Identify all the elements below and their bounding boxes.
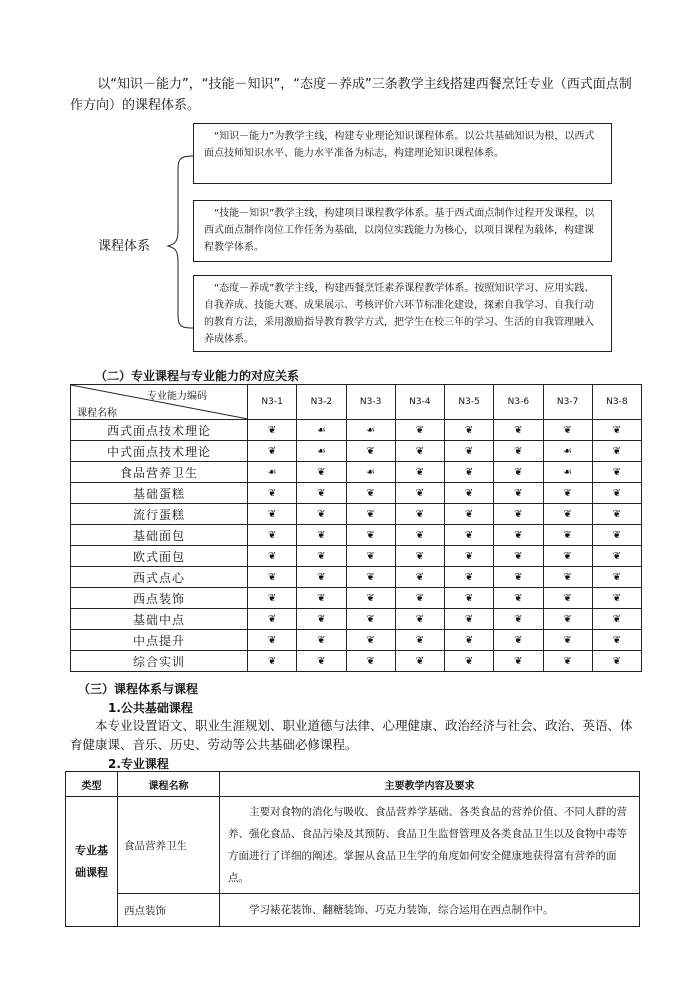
table-row [71, 567, 642, 588]
relation-mark-cell: ❦ [248, 567, 297, 588]
relation-mark-cell: ❦ [248, 546, 297, 567]
relation-mark-cell: ❦ [395, 630, 444, 651]
relation-mark-cell: ❦ [297, 630, 346, 651]
relation-mark-cell: ❦ [445, 546, 494, 567]
table-row [66, 894, 640, 927]
professional-course-table [65, 771, 640, 927]
course-name-cell: 流行蛋糕 [71, 504, 248, 525]
section2-heading: （二）专业课程与专业能力的对应关系 [95, 369, 300, 383]
relation-mark-cell: ☙ [543, 462, 592, 483]
table-row [71, 630, 642, 651]
ability-code-header: N3-2 [297, 385, 346, 420]
relation-mark-cell: ❦ [592, 630, 641, 651]
relation-mark-cell: ☙ [346, 462, 395, 483]
relation-mark-cell: ❦ [543, 546, 592, 567]
relation-mark-cell: ❦ [297, 567, 346, 588]
relation-mark-cell: ☙ [543, 441, 592, 462]
course-content-cell: 学习裱花装饰、翻糖装饰、巧克力装饰，综合运用在西点制作中。 [220, 894, 640, 927]
course-content-cell: 主要对食物的消化与吸收、食品营养学基础、各类食品的营养价值、不同人群的营养、强化食品、食品污染及其预防、食品卫生监督管理及各类食品卫生以及食物中毒等方面进行了详细的阐述。掌握从食品卫生学的角度如何安全健康地获得富有营养的面点。 [220, 797, 640, 894]
relation-mark-cell: ❦ [592, 609, 641, 630]
relation-mark-cell: ❦ [297, 483, 346, 504]
public-courses-subheading: 1.公共基础课程 [108, 701, 193, 715]
relation-mark-cell: ❦ [543, 567, 592, 588]
relation-mark-cell: ❦ [346, 630, 395, 651]
relation-mark-cell: ❦ [346, 483, 395, 504]
relation-mark-cell: ❦ [395, 441, 444, 462]
ability-code-header: N3-8 [592, 385, 641, 420]
relation-mark-cell: ❦ [297, 525, 346, 546]
course-name-cell: 基础中点 [71, 609, 248, 630]
relation-mark-cell: ❦ [346, 567, 395, 588]
relation-mark-cell: ❦ [494, 546, 543, 567]
relation-mark-cell: ❦ [445, 441, 494, 462]
relation-mark-cell: ❦ [395, 651, 444, 672]
relation-mark-cell: ❦ [543, 483, 592, 504]
relation-mark-cell: ☙ [346, 420, 395, 441]
course-name-cell: 西式面点技术理论 [71, 420, 248, 441]
course-name-cell: 西点装饰 [118, 894, 220, 927]
relation-mark-cell: ❦ [297, 609, 346, 630]
relation-mark-cell: ❦ [248, 651, 297, 672]
attitude-cultivation-text: “态度－养成”教学主线，构建西餐烹饪素养课程教学体系。按照知识学习、应用实践、自我养成、技能大赛、成果展示、考核评价六环节标准化建设，探索自我学习、自我行动的教育方法，采用激励指导教育教学方式，把学生在校三年的学习、生活的自我管理融入养成体系。 [204, 283, 595, 345]
table-row [71, 609, 642, 630]
knowledge-ability-box [193, 123, 612, 184]
relation-mark-cell: ❦ [297, 462, 346, 483]
relation-mark-cell: ❦ [543, 420, 592, 441]
relation-mark-cell: ❦ [494, 588, 543, 609]
diagonal-header-cell [71, 385, 248, 420]
relation-mark-cell: ❦ [445, 588, 494, 609]
table-row [71, 483, 642, 504]
professional-courses-subheading: 2.专业课程 [108, 757, 169, 771]
col-type-header: 类型 [66, 772, 118, 797]
relation-mark-cell: ❦ [445, 609, 494, 630]
course-name-cell: 中式面点技术理论 [71, 441, 248, 462]
relation-mark-cell: ❦ [248, 420, 297, 441]
relation-mark-cell: ❦ [297, 651, 346, 672]
relation-mark-cell: ❦ [494, 651, 543, 672]
relation-mark-cell: ❦ [592, 504, 641, 525]
relation-mark-cell: ❦ [445, 651, 494, 672]
relation-mark-cell: ❦ [445, 567, 494, 588]
relation-mark-cell: ❦ [543, 630, 592, 651]
relation-mark-cell: ❦ [346, 441, 395, 462]
relation-mark-cell: ❦ [346, 504, 395, 525]
relation-mark-cell: ❦ [395, 420, 444, 441]
relation-mark-cell: ❦ [494, 420, 543, 441]
relation-mark-cell: ❦ [395, 504, 444, 525]
ability-code-header: N3-7 [543, 385, 592, 420]
relation-mark-cell: ❦ [297, 546, 346, 567]
relation-mark-cell: ❦ [445, 504, 494, 525]
skill-knowledge-text: “技能－知识”教学主线，构建项目课程教学体系。基于西式面点制作过程开发课程，以西式面点制作岗位工作任务为基础，以岗位实践能力为核心，以项目课程为载体，构建课程教学体系。 [204, 208, 595, 253]
course-name-cell: 中点提升 [71, 630, 248, 651]
relation-mark-cell: ❦ [592, 420, 641, 441]
ability-code-header: N3-1 [248, 385, 297, 420]
ability-code-header: N3-5 [445, 385, 494, 420]
relation-mark-cell: ❦ [494, 504, 543, 525]
relation-mark-cell: ❦ [494, 567, 543, 588]
course-name-cell: 西式点心 [71, 567, 248, 588]
skill-knowledge-box [193, 200, 612, 262]
relation-mark-cell: ❦ [395, 588, 444, 609]
relation-mark-cell: ❦ [592, 441, 641, 462]
relation-mark-cell: ❦ [592, 651, 641, 672]
relation-mark-cell: ❦ [445, 630, 494, 651]
relation-mark-cell: ❦ [494, 630, 543, 651]
relation-mark-cell: ❦ [445, 462, 494, 483]
table-row [71, 441, 642, 462]
table-row [71, 504, 642, 525]
relation-mark-cell: ❦ [494, 441, 543, 462]
course-name-cell: 食品营养卫生 [71, 462, 248, 483]
relation-mark-cell: ❦ [346, 651, 395, 672]
ability-code-label: 专业能力编码 [147, 391, 207, 402]
relation-mark-cell: ❦ [592, 483, 641, 504]
relation-mark-cell: ❦ [543, 609, 592, 630]
relation-mark-cell: ❦ [592, 546, 641, 567]
course-name-cell: 综合实训 [71, 651, 248, 672]
course-name-cell: 西点装饰 [71, 588, 248, 609]
relation-mark-cell: ❦ [445, 483, 494, 504]
relation-mark-cell: ❦ [248, 630, 297, 651]
relation-mark-cell: ❦ [395, 546, 444, 567]
relation-mark-cell: ❦ [395, 609, 444, 630]
relation-mark-cell: ❦ [592, 588, 641, 609]
table-row [66, 797, 640, 894]
relation-mark-cell: ❦ [395, 525, 444, 546]
table-row [71, 462, 642, 483]
relation-mark-cell: ❦ [592, 567, 641, 588]
table-row [71, 588, 642, 609]
relation-mark-cell: ❦ [494, 462, 543, 483]
relation-mark-cell: ❦ [395, 462, 444, 483]
relation-mark-cell: ❦ [248, 504, 297, 525]
relation-mark-cell: ☙ [248, 462, 297, 483]
ability-code-header: N3-3 [346, 385, 395, 420]
course-name-cell: 基础面包 [71, 525, 248, 546]
relation-mark-cell: ❦ [494, 525, 543, 546]
attitude-cultivation-box [193, 275, 612, 352]
table-row [71, 651, 642, 672]
relation-mark-cell: ❦ [543, 651, 592, 672]
relation-mark-cell: ❦ [248, 609, 297, 630]
relation-mark-cell: ❦ [346, 546, 395, 567]
curriculum-system-label: 课程体系 [98, 239, 151, 254]
col-course-header: 课程名称 [118, 772, 220, 797]
relation-mark-cell: ❦ [248, 441, 297, 462]
relation-mark-cell: ❦ [494, 609, 543, 630]
relation-mark-cell: ❦ [297, 588, 346, 609]
relation-mark-cell: ❦ [592, 525, 641, 546]
relation-mark-cell: ❦ [297, 504, 346, 525]
col-content-header: 主要教学内容及要求 [220, 772, 640, 797]
relation-mark-cell: ❦ [445, 420, 494, 441]
table-row [71, 525, 642, 546]
relation-mark-cell: ❦ [346, 609, 395, 630]
table-row [71, 420, 642, 441]
relation-mark-cell: ❦ [248, 588, 297, 609]
relation-mark-cell: ❦ [592, 462, 641, 483]
ability-code-header: N3-6 [494, 385, 543, 420]
relation-mark-cell: ❦ [248, 525, 297, 546]
course-name-cell: 欧式面包 [71, 546, 248, 567]
relation-mark-cell: ❦ [248, 483, 297, 504]
course-name-cell: 基础蛋糕 [71, 483, 248, 504]
table-header-row [71, 385, 642, 420]
course-name-cell: 食品营养卫生 [118, 797, 220, 894]
public-courses-paragraph: 本专业设置语文、职业生涯规划、职业道德与法律、心理健康、政治经济与社会、政治、英语、体育健康课、音乐、历史、劳动等公共基础必修课程。 [70, 718, 633, 752]
knowledge-ability-text: “知识－能力”为教学主线，构建专业理论知识课程体系。以公共基础知识为根，以西式面点技师知识水平、能力水平准备为标志，构建理论知识课程体系。 [204, 131, 595, 159]
relation-mark-cell: ❦ [395, 483, 444, 504]
course-ability-table [70, 384, 642, 672]
relation-mark-cell: ❦ [445, 525, 494, 546]
course-type-cell: 专业基础课程 [66, 797, 118, 927]
relation-mark-cell: ☙ [297, 441, 346, 462]
course-name-label: 课程名称 [77, 408, 117, 419]
relation-mark-cell: ❦ [346, 525, 395, 546]
relation-mark-cell: ❦ [543, 588, 592, 609]
section3-heading: （三）课程体系与课程 [78, 682, 199, 696]
ability-code-header: N3-4 [395, 385, 444, 420]
relation-mark-cell: ☙ [297, 420, 346, 441]
relation-mark-cell: ❦ [543, 525, 592, 546]
intro-paragraph: 以“知识－能力”，“技能－知识”，“态度－养成”三条教学主线搭建西餐烹饪专业（西式面点制作方向）的课程体系。 [70, 77, 632, 113]
relation-mark-cell: ❦ [494, 483, 543, 504]
relation-mark-cell: ❦ [395, 567, 444, 588]
relation-mark-cell: ❦ [346, 588, 395, 609]
table-row [71, 546, 642, 567]
relation-mark-cell: ❦ [543, 504, 592, 525]
